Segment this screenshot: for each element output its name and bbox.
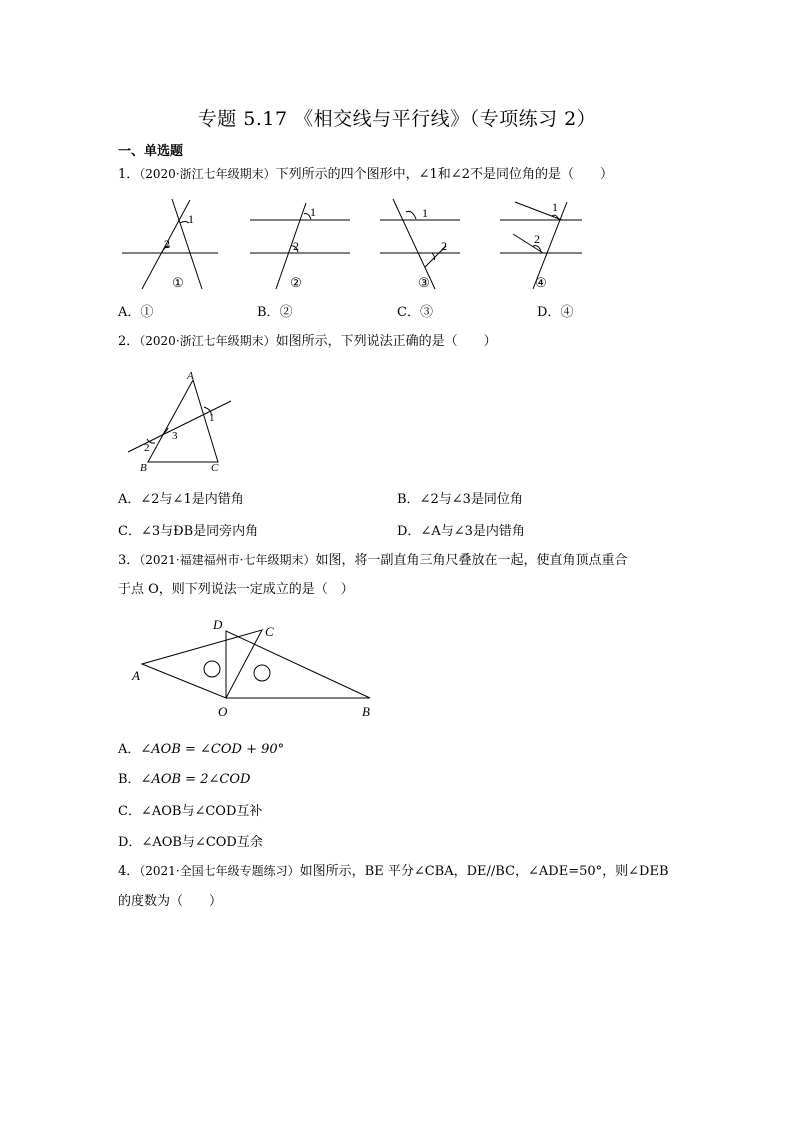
point-c-label: C — [211, 462, 219, 474]
option-letter: D． — [118, 835, 142, 850]
option-text: ∠AOB与∠COD互补 — [140, 804, 263, 819]
point-o-label: O — [218, 704, 228, 719]
question-source: （2020·浙江七年级期末） — [139, 167, 276, 181]
q2-option-c[interactable] — [118, 520, 258, 539]
fig3-angle-arc-1 — [406, 211, 416, 219]
q3-figure — [128, 612, 388, 722]
triangle-aoc — [142, 630, 262, 698]
option-letter: C． — [397, 305, 420, 320]
q2-option-b[interactable] — [397, 488, 523, 507]
fig4-caption: ④ — [535, 275, 547, 290]
option-text: ∠2与∠1是内错角 — [140, 492, 244, 507]
option-letter: A． — [118, 742, 141, 757]
option-letter: B． — [118, 772, 141, 787]
fig2-angle-2-label: 2 — [293, 239, 299, 253]
option-text: ∠AOB = 2∠COD — [140, 772, 251, 787]
question-2 — [118, 332, 497, 351]
question-number: 1． — [118, 167, 140, 182]
fig1-angle-2-label: 2 — [164, 237, 170, 251]
question-stem-line-1: 如图，将一副直角三角尺叠放在一起，使直角顶点重合 — [315, 553, 628, 568]
question-3-continued: 于点 O，则下列说法一定成立的是（ ） — [118, 582, 354, 597]
q2-figure — [120, 368, 240, 478]
q3-option-c[interactable] — [118, 800, 262, 819]
question-4 — [118, 862, 669, 881]
point-b-label: B — [140, 462, 147, 474]
fig3-caption: ③ — [418, 275, 430, 290]
angle-3-label: 3 — [172, 430, 178, 442]
question-source: （2021·福建福州市·七年级期末） — [139, 553, 316, 567]
option-text: ∠2与∠3是同位角 — [419, 492, 523, 507]
option-letter: D． — [537, 305, 561, 320]
point-a-label: A — [187, 370, 194, 382]
triangle-dob — [226, 631, 370, 698]
option-letter: B． — [397, 492, 420, 507]
section-heading: 一、单选题 — [118, 144, 184, 159]
point-a-label: A — [132, 668, 140, 683]
q1-option-b[interactable] — [257, 301, 293, 320]
q2-option-d[interactable] — [397, 520, 525, 539]
q1-option-d[interactable] — [537, 301, 573, 320]
question-4-continued: 的度数为（ ） — [118, 894, 223, 909]
option-text: ④ — [560, 305, 574, 320]
triangle-hole-left — [204, 661, 220, 677]
angle-2-label: 2 — [144, 442, 150, 454]
fig1-caption: ① — [172, 275, 184, 290]
question-stem: 如图所示，下列说法正确的是（ ） — [275, 334, 497, 349]
question-number: 3． — [118, 553, 140, 568]
option-text: ∠3与ÐB是同旁内角 — [140, 524, 259, 539]
question-stem-line-1: 如图所示，BE 平分∠CBA，DE//BC，∠ADE=50°，则∠DEB — [299, 864, 669, 879]
q1-figures — [110, 190, 600, 300]
option-letter: C． — [118, 804, 141, 819]
q3-option-d[interactable] — [118, 831, 263, 850]
option-text: ∠AOB与∠COD互余 — [141, 835, 263, 850]
q3-option-a[interactable] — [118, 738, 284, 757]
triangle-abc — [148, 380, 218, 462]
question-3 — [118, 551, 627, 570]
question-1 — [118, 165, 613, 184]
point-d-label: D — [213, 617, 223, 632]
question-number: 4． — [118, 864, 140, 879]
option-text: ∠A与∠3是内错角 — [420, 524, 525, 539]
question-number: 2． — [118, 334, 140, 349]
point-c-label: C — [265, 624, 274, 639]
page-title: 专题 5.17 《相交线与平行线》（专项练习 2） — [197, 108, 597, 130]
angle-1-label: 1 — [209, 412, 215, 424]
option-text: ③ — [419, 305, 433, 320]
point-b-label: B — [362, 704, 370, 719]
triangle-hole-right — [254, 665, 270, 681]
q1-option-c[interactable] — [397, 301, 433, 320]
option-letter: C． — [118, 524, 141, 539]
q2-option-a[interactable] — [118, 488, 244, 507]
fig3-angle-1-label: 1 — [422, 206, 428, 220]
option-letter: A． — [118, 305, 141, 320]
fig2-caption: ② — [290, 275, 302, 290]
question-source: （2021·全国七年级专题练习） — [139, 864, 300, 878]
option-letter: D． — [397, 524, 421, 539]
fig1-angle-1-label: 1 — [188, 212, 194, 226]
option-text: ① — [140, 305, 154, 320]
fig4-angle-1-label: 1 — [552, 200, 558, 214]
fig4-angle-2-label: 2 — [534, 232, 540, 246]
q1-option-a[interactable] — [118, 301, 153, 320]
option-letter: B． — [257, 305, 280, 320]
q3-option-b[interactable] — [118, 768, 250, 787]
question-stem: 下列所示的四个图形中，∠1和∠2不是同位角的是（ ） — [275, 167, 613, 182]
question-source: （2020·浙江七年级期末） — [139, 334, 276, 348]
option-text: ∠AOB = ∠COD + 90° — [140, 742, 285, 757]
fig2-angle-1-label: 1 — [310, 205, 316, 219]
option-text: ② — [279, 305, 293, 320]
fig3-angle-2-label: 2 — [441, 239, 447, 253]
option-letter: A． — [118, 492, 141, 507]
